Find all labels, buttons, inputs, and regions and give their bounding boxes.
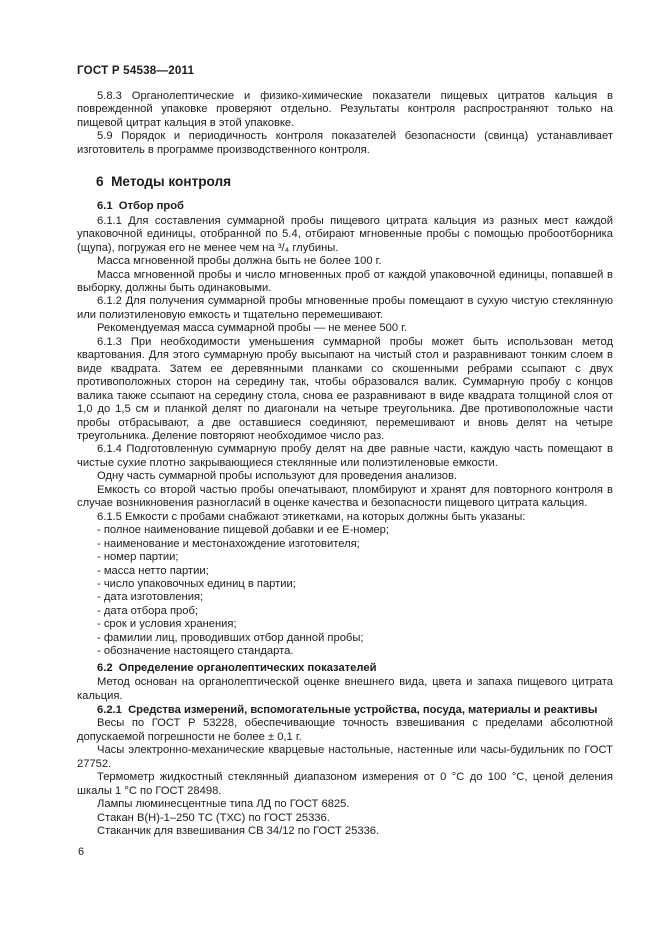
list-item: - дата отбора проб; (97, 604, 198, 617)
list-item: - обозначение настоящего стандарта. (97, 645, 294, 658)
list-item: - дата изготовления; (97, 591, 204, 604)
paragraph: Масса мгновенной пробы должна быть не более 100 г. (97, 255, 382, 268)
subsection-6-2-heading: 6.2 Определение органолептических показателей (97, 661, 377, 674)
list-item: - фамилии лиц, проводивших отбор данной пробы; (97, 631, 364, 644)
paragraph: Лампы люминесцентные типа ЛД по ГОСТ 6825. (97, 798, 350, 811)
subsection-6-2-1-heading: 6.2.1 Средства измерений, вспомогательные устройства, посуда, материалы и реактивы (97, 704, 598, 717)
section-6-heading: 6 Методы контроля (96, 174, 232, 190)
paragraph: Метод основан на органолептической оценке внешнего вида, цвета и запаха пищевого цитрата кальция. (77, 676, 613, 702)
paragraph: Рекомендуемая масса суммарной пробы — не менее 500 г. (97, 322, 408, 335)
paragraph: Часы электронно-механические кварцевые настольные, настенные или часы-будильник по ГОСТ 27752. (77, 744, 613, 770)
paragraph: Стакан В(Н)-1–250 ТС (ТХС) по ГОСТ 25336. (97, 811, 330, 824)
clause-6-1-4: 6.1.4 Подготовленную суммарную пробу делят на две равные части, каждую часть помещают в чистые сухие плотно закрывающиеся стеклянные или полиэтиленовые емкости. (77, 443, 613, 469)
document-code-header: ГОСТ Р 54538—2011 (77, 64, 195, 77)
list-item: - число упаковочных единиц в партии; (97, 577, 296, 590)
clause-6-1-2: 6.1.2 Для получения суммарной пробы мгновенные пробы помещают в сухую чистую стеклянную или полиэтиленовую емкость и тщательно перемешивают. (77, 295, 613, 321)
paragraph: Весы по ГОСТ Р 53228, обеспечивающие точность взвешивания с пределами абсолютной допускаемой погрешности не более ± 0,1 г. (77, 717, 613, 743)
list-item: - наименование и местонахождение изготовителя; (97, 537, 360, 550)
subsection-6-1-heading: 6.1 Отбор проб (97, 200, 184, 213)
paragraph: Термометр жидкостный стеклянный диапазоном измерения от 0 °С до 100 °С, ценой деления шкалы 1 °С по ГОСТ 28498. (77, 771, 613, 797)
clause-6-1-3: 6.1.3 При необходимости уменьшения суммарной пробы может быть использован метод квартования. Для этого суммарную пробу высыпают на чистый стол и разравнивают тонким слоем в виде квадрата. Затем ее деревянными планками со скошенными ребрами ссыпают с двух противоположных сторон на середину так, чтобы образовался валик. Суммарную пробу с концов валика также ссыпают на середину стола, снова ее разравнивают в виде квадрата толщиной слоя от 1,0 до 1,5 см и планкой делят по диагонали на четыре треугольника. Две противоположные части пробы отбрасывают, а две оставшиеся соединяют, перемешивают и вновь делят на четыре треугольника. Деление повторяют необходимое число раз. (77, 335, 613, 442)
list-item: - срок и условия хранения; (97, 618, 237, 631)
clause-6-1-5: 6.1.5 Емкости с пробами снабжают этикетками, на которых должны быть указаны: (97, 510, 526, 523)
page-number: 6 (78, 846, 85, 858)
clause-5-8-3: 5.8.3 Органолептические и физико-химические показатели пищевых цитратов кальция в поврежденной упаковке проверяют отдельно. Результаты контроля распространяют только на пищевой цитрат кальция в этой упаковке. (77, 90, 613, 129)
list-item: - номер партии; (97, 551, 179, 564)
paragraph: Емкость со второй частью пробы опечатывают, пломбируют и хранят для повторного контроля в случае возникновения разногласий в оценке качества и безопасности пищевого цитрата кальция. (77, 483, 613, 510)
list-item: - полное наименование пищевой добавки и ее Е-номер; (97, 524, 389, 537)
list-item: - масса нетто партии; (97, 564, 209, 577)
clause-6-1-1: 6.1.1 Для составления суммарной пробы пищевого цитрата кальция из разных мест каждой упаковочной единицы, отобранной по 5.4, отбирают мгновенные пробы с помощью пробоотборника (щупа), погружая его не менее чем на ³/₄ глубины. (77, 214, 613, 254)
paragraph: Одну часть суммарной пробы используют для проведения анализов. (97, 470, 458, 483)
clause-5-9: 5.9 Порядок и периодичность контроля показателей безопасности (свинца) устанавливает изготовитель в программе производственного контроля. (77, 130, 613, 156)
document-content (77, 90, 613, 839)
paragraph: Масса мгновенной пробы и число мгновенных проб от каждой упаковочной единицы, попавшей в выборку, должны быть одинаковыми. (77, 268, 613, 294)
paragraph: Стаканчик для взвешивания СВ 34/12 по ГОСТ 25336. (97, 825, 380, 838)
